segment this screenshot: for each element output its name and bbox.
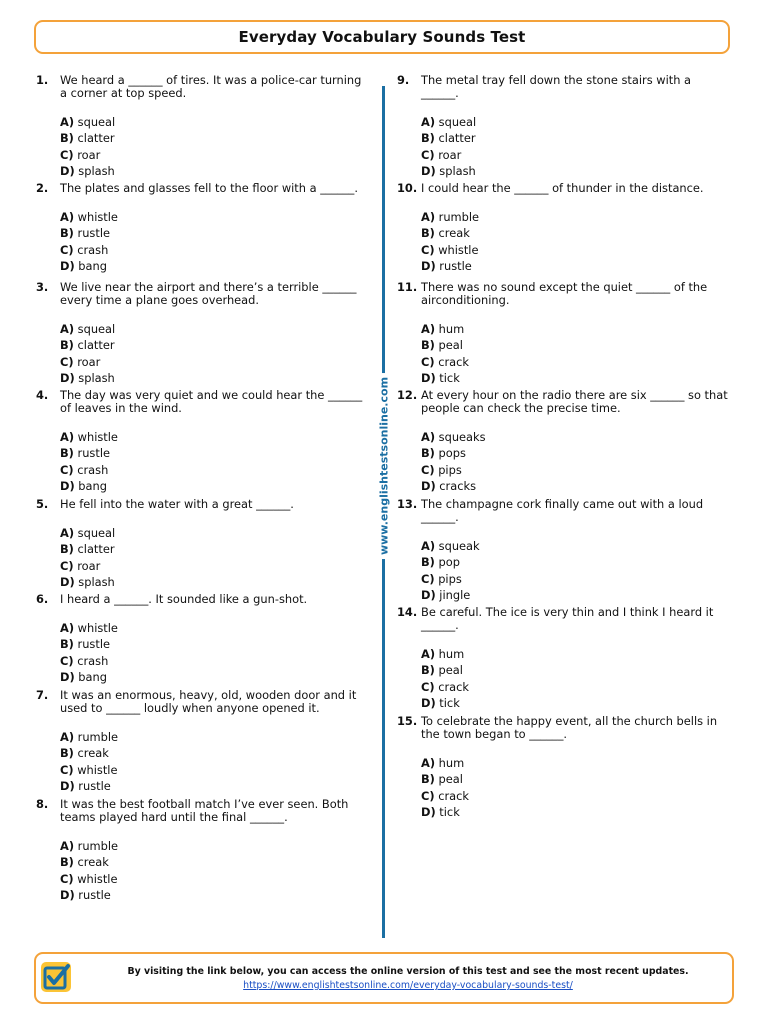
option-letter: A) [421, 430, 436, 444]
question-text: Be careful. The ice is very thin and I think I heard it ______. [421, 605, 714, 632]
footer-link[interactable]: https://www.englishtestsonline.com/everyday-vocabulary-sounds-test/ [243, 980, 573, 991]
option-text: rumble [77, 730, 119, 744]
answer-option[interactable] [60, 321, 376, 337]
option-letter: D) [60, 258, 75, 273]
option-letter: D) [421, 163, 436, 178]
question-text: I could hear the ______ of thunder in the distance. [421, 181, 704, 195]
question-text: We heard a ______ of tires. It was a police-car turning a corner at top speed. [60, 73, 362, 100]
option-text: rustle [77, 226, 110, 241]
option-letter: A) [421, 756, 436, 770]
answer-option[interactable] [60, 558, 376, 574]
question-15 [397, 715, 737, 820]
option-letter: C) [60, 242, 74, 257]
footer-box [34, 952, 734, 1004]
option-text: clatter [438, 131, 476, 146]
answer-options [397, 755, 737, 820]
question-13 [397, 498, 737, 603]
option-text: roar [438, 147, 462, 162]
question-number: 5. [36, 497, 49, 511]
option-letter: B) [421, 338, 435, 353]
answer-option[interactable] [421, 538, 737, 554]
option-text: pips [438, 571, 462, 586]
option-letter: B) [421, 226, 435, 241]
answer-option[interactable] [60, 462, 376, 478]
question-stem [36, 281, 376, 307]
option-text: squeal [77, 322, 116, 336]
option-letter: D) [421, 370, 436, 385]
option-text: cracks [439, 478, 477, 493]
question-text: The champagne cork finally came out with a loud ______. [421, 497, 704, 524]
question-text: It was an enormous, heavy, old, wooden door and it used to ______ loudly when anyone opened it. [60, 688, 357, 715]
question-6 [36, 593, 376, 685]
question-stem [397, 715, 737, 741]
answer-option[interactable] [60, 636, 376, 652]
answer-option[interactable] [421, 225, 737, 241]
option-letter: D) [60, 370, 75, 385]
question-number: 6. [36, 592, 49, 606]
option-text: jingle [439, 587, 471, 602]
answer-option[interactable] [421, 321, 737, 337]
option-letter: C) [60, 558, 74, 573]
option-text: tick [439, 804, 460, 819]
page-title: Everyday Vocabulary Sounds Test [238, 28, 526, 46]
question-stem [397, 389, 737, 415]
option-letter: D) [421, 478, 436, 493]
option-text: rustle [78, 887, 111, 902]
option-text: creak [438, 226, 470, 241]
answer-option[interactable] [421, 679, 737, 695]
option-letter: A) [421, 115, 436, 129]
answer-options [397, 114, 737, 179]
question-stem [36, 689, 376, 715]
option-text: bang [78, 669, 107, 684]
answer-option[interactable] [60, 209, 376, 225]
answer-option[interactable] [60, 838, 376, 854]
option-letter: C) [60, 462, 74, 477]
answer-option[interactable] [60, 354, 376, 370]
question-number: 4. [36, 388, 49, 402]
option-letter: D) [421, 258, 436, 273]
question-11 [397, 281, 737, 386]
option-letter: B) [421, 772, 435, 787]
option-text: crack [438, 679, 469, 694]
question-stem [36, 498, 376, 511]
option-letter: B) [421, 131, 435, 146]
option-text: pops [438, 446, 466, 461]
option-text: squeak [438, 539, 480, 553]
answer-option[interactable] [60, 778, 376, 794]
answer-option[interactable] [60, 225, 376, 241]
option-letter: A) [421, 210, 436, 224]
option-text: rumble [77, 839, 119, 853]
option-letter: B) [421, 446, 435, 461]
answer-option[interactable] [60, 147, 376, 163]
option-text: pips [438, 462, 462, 477]
option-text: splash [78, 574, 115, 589]
answer-option[interactable] [60, 653, 376, 669]
answer-option[interactable] [421, 445, 737, 461]
option-letter: A) [60, 115, 75, 129]
question-number: 2. [36, 181, 49, 195]
question-number: 9. [397, 73, 410, 87]
answer-option[interactable] [60, 429, 376, 445]
option-text: tick [439, 370, 460, 385]
option-letter: B) [60, 746, 74, 761]
answer-option[interactable] [60, 525, 376, 541]
answer-options [36, 838, 376, 903]
answer-option[interactable] [421, 587, 737, 603]
question-stem [36, 798, 376, 824]
option-letter: A) [60, 621, 75, 635]
vertical-site-url: www.englishtestsonline.com [378, 373, 391, 559]
option-text: rustle [77, 446, 110, 461]
option-text: creak [77, 746, 109, 761]
question-stem [36, 593, 376, 606]
answer-options [397, 646, 737, 711]
answer-options [397, 321, 737, 386]
option-text: peal [438, 663, 463, 678]
answer-option[interactable] [60, 745, 376, 761]
answer-option[interactable] [60, 242, 376, 258]
checkbox-logo-icon [41, 962, 71, 992]
answer-option[interactable] [421, 163, 737, 179]
question-number: 13. [397, 497, 418, 511]
answer-options [36, 114, 376, 179]
option-text: hum [438, 322, 465, 336]
answer-option[interactable] [60, 258, 376, 274]
question-2 [36, 182, 376, 274]
option-letter: C) [421, 462, 435, 477]
option-letter: A) [421, 322, 436, 336]
footer-text: By visiting the link below, you can access the online version of this test and see the most recent updates. [127, 966, 689, 977]
question-10 [397, 182, 737, 274]
option-text: crash [77, 242, 109, 257]
question-number: 11. [397, 280, 418, 294]
option-text: hum [438, 756, 465, 770]
answer-option[interactable] [421, 242, 737, 258]
option-letter: C) [60, 871, 74, 886]
answer-option[interactable] [421, 130, 737, 146]
option-text: crash [77, 462, 109, 477]
option-letter: C) [60, 354, 74, 369]
option-text: bang [78, 478, 107, 493]
option-text: whistle [77, 762, 118, 777]
option-text: whistle [77, 430, 118, 444]
option-letter: C) [60, 653, 74, 668]
question-9 [397, 74, 737, 179]
answer-option[interactable] [421, 478, 737, 494]
option-text: pop [438, 555, 460, 570]
option-text: whistle [77, 210, 118, 224]
answer-option[interactable] [60, 337, 376, 353]
option-letter: B) [60, 855, 74, 870]
question-stem [397, 606, 737, 632]
answer-option[interactable] [60, 163, 376, 179]
question-text: The plates and glasses fell to the floor with a ______. [60, 181, 359, 195]
answer-option[interactable] [421, 554, 737, 570]
answer-option[interactable] [421, 258, 737, 274]
answer-option[interactable] [421, 755, 737, 771]
option-text: splash [439, 163, 476, 178]
option-letter: B) [60, 446, 74, 461]
answer-option[interactable] [421, 771, 737, 787]
question-number: 7. [36, 688, 49, 702]
option-text: peal [438, 338, 463, 353]
option-text: hum [438, 647, 465, 661]
question-stem [36, 182, 376, 195]
option-letter: A) [60, 430, 75, 444]
answer-option[interactable] [60, 478, 376, 494]
option-letter: D) [421, 804, 436, 819]
option-letter: C) [421, 679, 435, 694]
answer-options [36, 525, 376, 590]
question-number: 3. [36, 280, 49, 294]
answer-option[interactable] [60, 620, 376, 636]
question-text: At every hour on the radio there are six ______ so that people can check the precise time. [421, 388, 728, 415]
option-text: splash [78, 370, 115, 385]
option-text: squeaks [438, 430, 486, 444]
question-number: 10. [397, 181, 418, 195]
option-letter: C) [421, 242, 435, 257]
answer-options [397, 429, 737, 494]
question-text: We live near the airport and there’s a terrible ______ every time a plane goes overhead. [60, 280, 357, 307]
option-text: crash [77, 653, 109, 668]
answer-options [36, 429, 376, 494]
answer-options [397, 538, 737, 603]
option-letter: D) [421, 587, 436, 602]
answer-option[interactable] [421, 804, 737, 820]
answer-option[interactable] [60, 854, 376, 870]
answer-option[interactable] [421, 147, 737, 163]
option-text: rustle [77, 637, 110, 652]
question-text: I heard a ______. It sounded like a gun-shot. [60, 592, 308, 606]
option-letter: B) [60, 542, 74, 557]
answer-options [36, 321, 376, 386]
option-text: rustle [439, 258, 472, 273]
question-text: He fell into the water with a great ______. [60, 497, 294, 511]
question-stem [36, 74, 376, 100]
answer-options [36, 729, 376, 794]
answer-option[interactable] [60, 762, 376, 778]
option-letter: B) [60, 338, 74, 353]
answer-option[interactable] [421, 209, 737, 225]
question-stem [397, 498, 737, 524]
question-text: To celebrate the happy event, all the church bells in the town began to ______. [421, 714, 718, 741]
answer-option[interactable] [60, 729, 376, 745]
question-text: It was the best football match I’ve ever seen. Both teams played hard until the final ______. [60, 797, 349, 824]
option-letter: D) [60, 478, 75, 493]
answer-option[interactable] [60, 130, 376, 146]
answer-options [36, 209, 376, 274]
option-text: crack [438, 354, 469, 369]
option-letter: A) [60, 210, 75, 224]
answer-option[interactable] [60, 445, 376, 461]
option-letter: C) [421, 147, 435, 162]
option-letter: B) [60, 226, 74, 241]
option-letter: C) [421, 788, 435, 803]
question-text: There was no sound except the quiet ______ of the airconditioning. [421, 280, 708, 307]
answer-option[interactable] [60, 114, 376, 130]
option-text: clatter [77, 131, 115, 146]
answer-option[interactable] [421, 354, 737, 370]
option-text: squeal [77, 526, 116, 540]
question-stem [36, 389, 376, 415]
option-text: squeal [438, 115, 477, 129]
answer-option[interactable] [421, 114, 737, 130]
option-text: clatter [77, 542, 115, 557]
answer-option[interactable] [421, 370, 737, 386]
option-text: bang [78, 258, 107, 273]
question-number: 14. [397, 605, 418, 619]
answer-option[interactable] [60, 541, 376, 557]
answer-options [397, 209, 737, 274]
question-3 [36, 281, 376, 386]
question-stem [397, 281, 737, 307]
question-7 [36, 689, 376, 794]
option-letter: B) [60, 131, 74, 146]
answer-option[interactable] [421, 695, 737, 711]
answer-option[interactable] [421, 646, 737, 662]
option-text: crack [438, 788, 469, 803]
question-14 [397, 606, 737, 711]
question-stem [397, 74, 737, 100]
option-letter: D) [421, 695, 436, 710]
option-text: whistle [77, 621, 118, 635]
option-text: roar [77, 558, 101, 573]
option-text: creak [77, 855, 109, 870]
question-number: 8. [36, 797, 49, 811]
option-letter: A) [421, 539, 436, 553]
question-8 [36, 798, 376, 903]
option-text: splash [78, 163, 115, 178]
question-number: 12. [397, 388, 418, 402]
option-letter: D) [60, 163, 75, 178]
option-text: rumble [438, 210, 480, 224]
option-letter: A) [60, 322, 75, 336]
option-text: clatter [77, 338, 115, 353]
option-letter: D) [60, 778, 75, 793]
option-text: rustle [78, 778, 111, 793]
answer-option[interactable] [421, 662, 737, 678]
option-letter: D) [60, 669, 75, 684]
option-letter: B) [60, 637, 74, 652]
option-text: squeal [77, 115, 116, 129]
answer-option[interactable] [421, 462, 737, 478]
option-text: whistle [77, 871, 118, 886]
answer-option[interactable] [421, 788, 737, 804]
question-number: 1. [36, 73, 49, 87]
answer-option[interactable] [60, 871, 376, 887]
answer-options [36, 620, 376, 685]
answer-option[interactable] [60, 370, 376, 386]
option-letter: B) [421, 555, 435, 570]
question-12 [397, 389, 737, 494]
question-5 [36, 498, 376, 590]
option-letter: A) [60, 526, 75, 540]
option-text: peal [438, 772, 463, 787]
answer-option[interactable] [60, 574, 376, 590]
answer-option[interactable] [60, 887, 376, 903]
option-letter: B) [421, 663, 435, 678]
option-text: tick [439, 695, 460, 710]
option-letter: C) [60, 147, 74, 162]
option-letter: A) [421, 647, 436, 661]
option-letter: C) [421, 354, 435, 369]
option-letter: A) [60, 730, 75, 744]
answer-option[interactable] [421, 571, 737, 587]
option-text: whistle [438, 242, 479, 257]
answer-option[interactable] [60, 669, 376, 685]
option-text: roar [77, 147, 101, 162]
question-text: The metal tray fell down the stone stairs with a ______. [421, 73, 692, 100]
answer-option[interactable] [421, 337, 737, 353]
option-letter: C) [60, 762, 74, 777]
title-box [34, 20, 730, 54]
answer-option[interactable] [421, 429, 737, 445]
option-letter: C) [421, 571, 435, 586]
question-text: The day was very quiet and we could hear the ______ of leaves in the wind. [60, 388, 363, 415]
option-text: roar [77, 354, 101, 369]
question-number: 15. [397, 714, 418, 728]
question-4 [36, 389, 376, 494]
question-1 [36, 74, 376, 179]
option-letter: A) [60, 839, 75, 853]
option-letter: D) [60, 574, 75, 589]
question-stem [397, 182, 737, 195]
option-letter: D) [60, 887, 75, 902]
